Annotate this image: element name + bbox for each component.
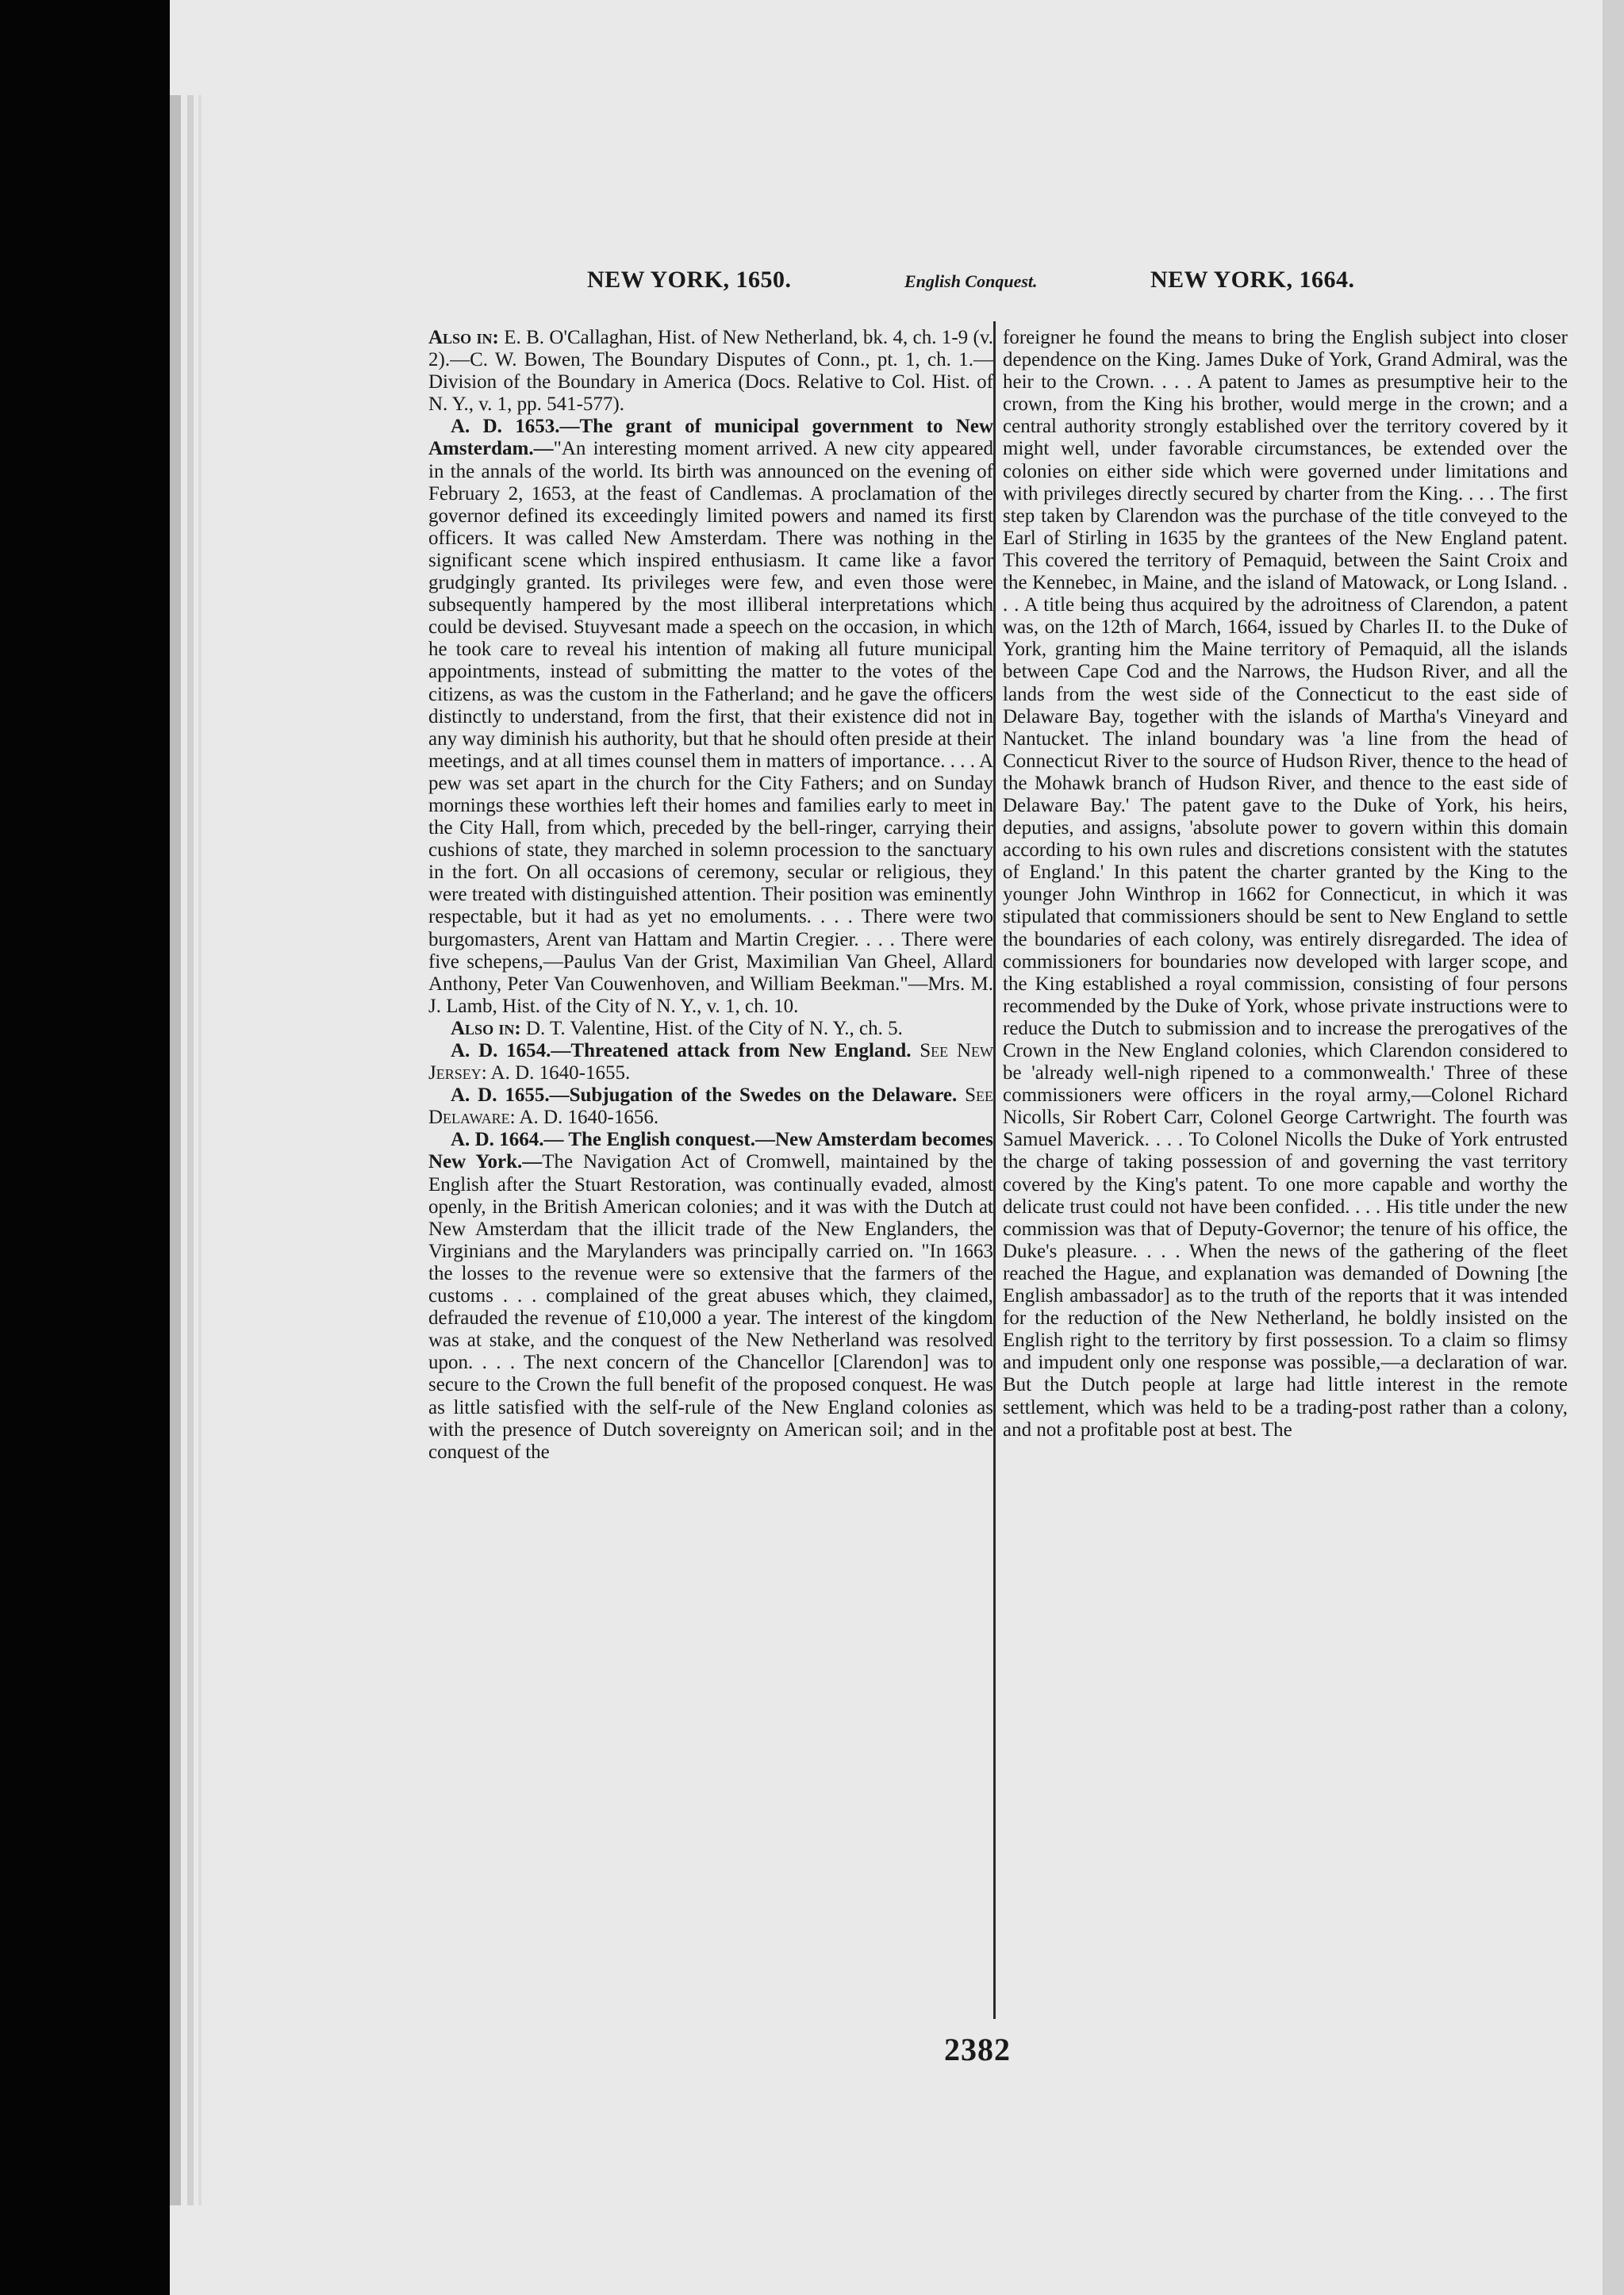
entry-1655 <box>428 1084 993 1129</box>
running-head-center: English Conquest. <box>904 271 1038 291</box>
running-head-right: NEW YORK, 1664. <box>1150 267 1355 293</box>
entry-text: See Delaware: A. D. 1640-1656. <box>428 1084 994 1129</box>
entry-1664 <box>428 1129 993 1463</box>
entry-heading: A. D. 1654.—Threatened attack from New England. <box>451 1040 912 1061</box>
continued-text: foreigner he found the means to bring the English subject into closer dependence on the King. James Duke of York, Grand Admiral, was the heir to the Crown. . . . A patent to James as presumptive heir to the crown, from the King his brother, would merge in the crown; and a central authority strongly established over the territory covered by it might well, under favorable circumstances, be extended over the colonies on either side which were governed under limitations and with privileges directly secured by charter from the King. . . . The first step taken by Clarendon was the purchase of the title conveyed to the Earl of Stirling in 1635 by the grantees of the New England patent. This covered the territory of Pemaquid, between the Saint Croix and the Kennebec, in Maine, and the island of Matowack, or Long Island. . . . A title being thus acquired by the adroitness of Clarendon, a patent was, on the 12th of March, 1664, issued by Charles II. to the Duke of York, granting him the Maine territory of Pemaquid, all the islands between Cape Cod and the Narrows, the Hudson River, and all the lands from the west side of the Connecticut to the east side of Delaware Bay, together with the islands of Martha's Vineyard and Nantucket. The inland boundary was 'a line from the head of Connecticut River to the source of Hudson River, thence to the head of the Mohawk branch of Hudson River, and thence to the east side of Delaware Bay.' The patent gave to the Duke of York, his heirs, deputies, and assigns, 'absolute power to govern within this domain according to his own rules and discretions consistent with the statutes of England.' In this patent the charter granted by the King to the younger John Winthrop in 1662 for Connecticut, in which it was stipulated that commissioners should be sent to New England to settle the boundaries of each colony, was entirely disregarded. The idea of commissioners for boundaries now developed with larger scope, and the King established a royal commission, consisting of four persons recommended by the Duke of York, whose private instructions were to reduce the Dutch to submission and to increase the prerogatives of the Crown in the New England colonies, which Clarendon considered to be 'already well-nigh ripened to a commonwealth.' Three of these commissioners were officers in the royal army,—Colonel Richard Nicolls, Sir Robert Carr, Colonel George Cartwright. The fourth was Samuel Maverick. . . . To Colonel Nicolls the Duke of York entrusted the charge of taking possession of and governing the vast territory covered by the King's patent. To one more capable and worthy the delicate trust could not have been confided. . . . His title under the new commission was that of Deputy-Governor; the tenure of his office, the Duke's pleasure. . . . When the news of the gathering of the fleet reached the Hague, and explanation was demanded of Downing [the English ambassador] as to the truth of the reports that it was intended for the reduction of the New Netherland, he boldly insisted on the English right to the territory by first possession. To a claim so flimsy and impudent only one response was possible,—a declaration of war. But the Dutch people at large had little interest in the remote settlement, which was held to be a trading-post rather than a colony, and not a profitable post at best. The <box>1003 327 1568 1441</box>
entry-text: See New Jersey: A. D. 1640-1655. <box>428 1040 994 1084</box>
entry-1654 <box>428 1040 993 1084</box>
entry-1653 <box>428 416 993 1018</box>
also-in-text: D. T. Valentine, Hist. of the City of N. Y., ch. 5. <box>525 1017 903 1039</box>
left-column <box>428 327 993 1464</box>
running-head <box>587 267 1380 314</box>
page-edge <box>1603 0 1624 2295</box>
column-divider <box>993 321 996 2019</box>
entry-text: The Navigation Act of Cromwell, maintained by the English after the Stuart Restoration, was continually evaded, almost openly, in the British American colonies; and it was with the Dutch at New Amsterdam that the illicit trade of the New Englanders, the Virginians and the Marylanders was principally carried on. "In 1663 the losses to the revenue were so extensive that the farmers of the customs . . . complained of the great abuses which, they claimed, defrauded the revenue of £10,000 a year. The interest of the kingdom was at stake, and the conquest of the New Netherland was resolved upon. . . . The next concern of the Chancellor [Clarendon] was to secure to the Crown the full benefit of the proposed conquest. He was as little satisfied with the self-rule of the New England colonies as with the presence of Dutch sovereignty on American soil; and in the conquest of the <box>428 1151 993 1463</box>
entry-heading: A. D. 1653.—The grant of municipal government to New Amsterdam.— <box>428 416 993 460</box>
also-in-text: E. B. O'Callaghan, Hist. of New Netherland, bk. 4, ch. 1-9 (v. 2).—C. W. Bowen, The Boundary Disputes of Conn., pt. 1, ch. 1.—Division of the Boundary in America (Docs. Relative to Col. Hist. of N. Y., v. 1, pp. 541-577). <box>428 327 994 416</box>
scan-dark-margin <box>0 0 170 2295</box>
right-column <box>1003 327 1568 1441</box>
entry-text: "An interesting moment arrived. A new city appeared in the annals of the world. Its birth was announced on the evening of February 2, 1653, at the feast of Candlemas. A proclamation of the governor defined its exceedingly limited powers and named its first officers. It was called New Amsterdam. There was nothing in the significant scene which inspired enthusiasm. It came like a favor grudgingly granted. Its privileges were few, and even those were subsequently hampered by the most illiberal interpretations which could be devised. Stuyvesant made a speech on the occasion, in which he took care to reveal his intention of making all future municipal appointments, instead of submitting the matter to the votes of the citizens, as was the custom in the Fatherland; and he gave the officers distinctly to understand, from the first, that their existence did not in any way diminish his authority, but that he should often preside at their meetings, and at all times counsel them in matters of importance. . . . A pew was set apart in the church for the City Fathers; and on Sunday mornings these worthies left their homes and families early to meet in the City Hall, from which, preceded by the bell-ringer, carrying their cushions of state, they marched in solemn procession to the sanctuary in the fort. On all occasions of ceremony, secular or religious, they were treated with distinguished attention. Their position was eminently respectable, but it had as yet no emoluments. . . . There were two burgomasters, Arent van Hattam and Martin Cregier. . . . There were five schepens,—Paulus Van der Grist, Maximilian Van Gheel, Allard Anthony, Peter Van Couwenhoven, and William Beekman."—Mrs. M. J. Lamb, Hist. of the City of N. Y., v. 1, ch. 10. <box>428 438 993 1017</box>
binding-edge <box>198 95 202 2205</box>
binding-edge <box>170 95 181 2205</box>
also-in-label: Also in: <box>428 327 499 348</box>
also-in-paragraph <box>428 1018 993 1040</box>
page-number: 2382 <box>944 2032 1011 2067</box>
also-in-paragraph <box>428 327 993 416</box>
entry-heading: A. D. 1655.—Subjugation of the Swedes on the Delaware. <box>451 1084 958 1107</box>
entry-heading: A. D. 1664.— The English conquest.—New Amsterdam becomes New York.— <box>428 1129 993 1173</box>
binding-edge <box>187 95 194 2205</box>
also-in-label: Also in: <box>451 1017 521 1039</box>
running-head-left: NEW YORK, 1650. <box>587 267 792 293</box>
